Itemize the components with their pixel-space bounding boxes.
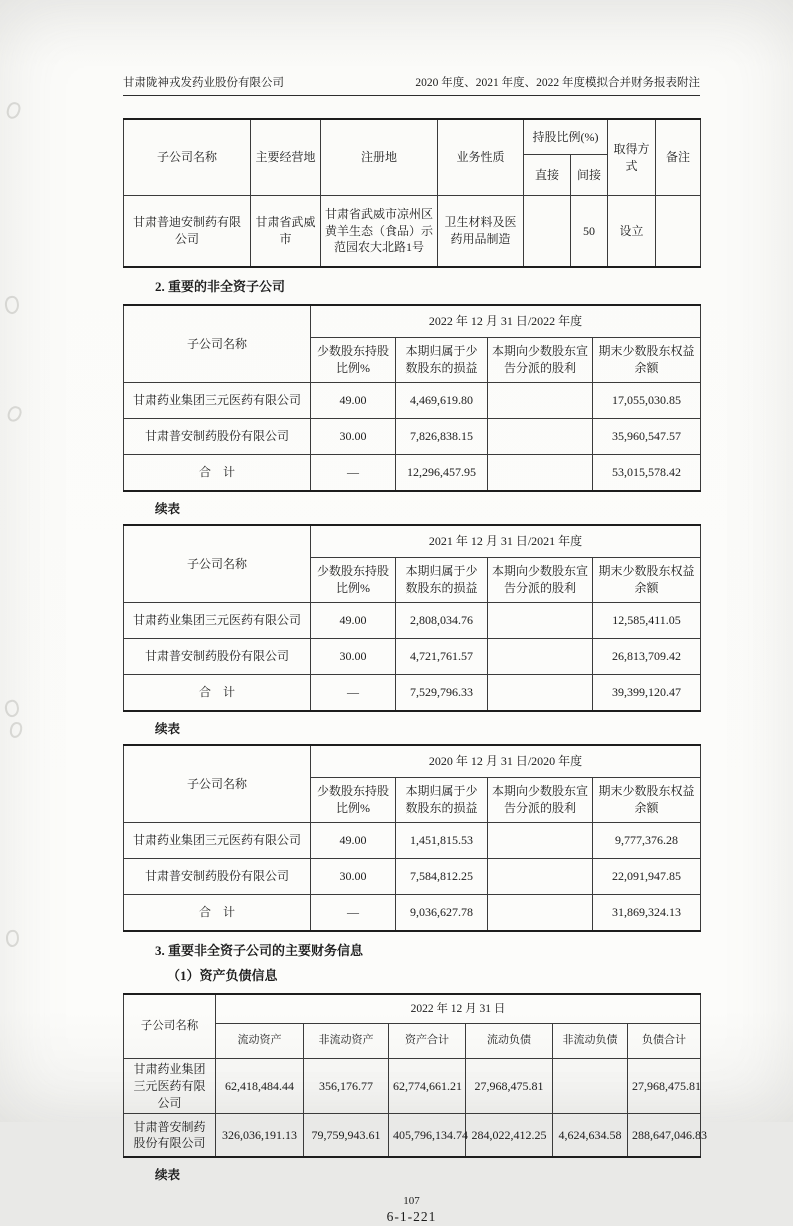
table-total-row: [124, 455, 701, 492]
period-header-cell: 2022 年 12 月 31 日/2022 年度: [311, 305, 701, 338]
page-footer: [123, 1195, 700, 1226]
scan-artifact: [4, 295, 21, 315]
header-cell: 本期向少数股东宣告分派的股利: [488, 338, 593, 383]
header-cell: 间接: [571, 155, 608, 196]
data-cell: 甘肃药业集团三元医药有限公司: [124, 823, 311, 859]
table-header-row: [124, 305, 701, 338]
data-cell: 12,296,457.95: [396, 455, 488, 492]
data-cell: 326,036,191.13: [216, 1114, 304, 1158]
data-cell: 甘肃药业集团三元医药有限公司: [124, 383, 311, 419]
table-header-row: [124, 525, 701, 558]
document-title: 2020 年度、2021 年度、2022 年度模拟合并财务报表附注: [415, 77, 700, 89]
data-cell: 7,584,812.25: [396, 859, 488, 895]
header-cell: 负债合计: [628, 1024, 701, 1059]
continued-label: 续表: [155, 1168, 181, 1183]
data-cell: 49.00: [311, 603, 396, 639]
header-cell: 期末少数股东权益余额: [593, 778, 701, 823]
data-cell: 53,015,578.42: [593, 455, 701, 492]
table-header-row: [124, 119, 701, 155]
data-cell: 4,469,619.80: [396, 383, 488, 419]
minority-table-2020: [123, 744, 701, 932]
data-cell: 4,721,761.57: [396, 639, 488, 675]
data-cell: 合 计: [124, 455, 311, 492]
data-cell: 49.00: [311, 383, 396, 419]
header-cell: 备注: [656, 119, 701, 196]
subsidiary-info-table: [123, 118, 701, 268]
scan-artifact: [9, 721, 23, 739]
data-cell: 79,759,943.61: [304, 1114, 389, 1158]
header-cell: 注册地: [321, 119, 438, 196]
header-cell: 本期归属于少数股东的损益: [396, 338, 488, 383]
table-row: [124, 823, 701, 859]
scan-artifact: [3, 699, 21, 719]
data-cell: 4,624,634.58: [553, 1114, 628, 1158]
data-cell: —: [311, 455, 396, 492]
header-cell: 期末少数股东权益余额: [593, 558, 701, 603]
header-cell: 子公司名称: [124, 745, 311, 823]
data-cell: —: [311, 675, 396, 712]
continued-label: 续表: [155, 502, 181, 516]
data-cell: 31,869,324.13: [593, 895, 701, 932]
section-heading-3: 3. 重要非全资子公司的主要财务信息: [155, 943, 364, 958]
period-header-cell: 2020 年 12 月 31 日/2020 年度: [311, 745, 701, 778]
data-cell: 50: [571, 196, 608, 268]
data-cell: 62,774,661.21: [389, 1059, 466, 1114]
data-cell: 9,777,376.28: [593, 823, 701, 859]
header-cell: 流动负债: [466, 1024, 553, 1059]
data-cell: 284,022,412.25: [466, 1114, 553, 1158]
data-cell: [488, 639, 593, 675]
header-cell: 业务性质: [438, 119, 524, 196]
period-header-cell: 2022 年 12 月 31 日: [216, 994, 701, 1024]
table-row: [124, 419, 701, 455]
scan-artifact: [5, 929, 20, 947]
header-cell: 直接: [524, 155, 571, 196]
data-cell: [488, 419, 593, 455]
data-cell: [488, 823, 593, 859]
table-header-row: [124, 745, 701, 778]
table-row: [124, 603, 701, 639]
data-cell: 12,585,411.05: [593, 603, 701, 639]
data-cell: 30.00: [311, 639, 396, 675]
table-row: [124, 196, 701, 268]
data-cell: 288,647,046.83: [628, 1114, 701, 1158]
header-cell: 非流动负债: [553, 1024, 628, 1059]
header-cell: 子公司名称: [124, 305, 311, 383]
section-heading-3-1: （1）资产负债信息: [167, 968, 278, 983]
data-cell: —: [311, 895, 396, 932]
header-cell: 本期归属于少数股东的损益: [396, 558, 488, 603]
data-cell: 合 计: [124, 675, 311, 712]
data-cell: 62,418,484.44: [216, 1059, 304, 1114]
data-cell: 22,091,947.85: [593, 859, 701, 895]
header-cell: 少数股东持股比例%: [311, 558, 396, 603]
data-cell: 甘肃普安制药股份有限公司: [124, 419, 311, 455]
data-cell: 30.00: [311, 419, 396, 455]
table-total-row: [124, 675, 701, 712]
data-cell: [488, 455, 593, 492]
data-cell: 甘肃普安制药股份有限公司: [124, 639, 311, 675]
table-row: [124, 1059, 701, 1114]
header-cell: 本期向少数股东宣告分派的股利: [488, 778, 593, 823]
data-cell: [656, 196, 701, 268]
header-cell: 少数股东持股比例%: [311, 338, 396, 383]
header-cell: 本期向少数股东宣告分派的股利: [488, 558, 593, 603]
table-row: [124, 383, 701, 419]
header-cell: 非流动资产: [304, 1024, 389, 1059]
data-cell: 27,968,475.81: [466, 1059, 553, 1114]
continued-label: 续表: [155, 722, 181, 736]
data-cell: 甘肃普安制药股份有限公司: [124, 1114, 216, 1158]
data-cell: 30.00: [311, 859, 396, 895]
data-cell: 甘肃药业集团三元医药有限公司: [124, 603, 311, 639]
data-cell: 35,960,547.57: [593, 419, 701, 455]
header-cell: 流动资产: [216, 1024, 304, 1059]
data-cell: [524, 196, 571, 268]
header-cell: 子公司名称: [124, 994, 216, 1059]
table-header-row: [124, 994, 701, 1024]
data-cell: 39,399,120.47: [593, 675, 701, 712]
page-number: 107: [403, 1195, 420, 1208]
data-cell: [488, 603, 593, 639]
header-cell: 本期归属于少数股东的损益: [396, 778, 488, 823]
header-cell: 少数股东持股比例%: [311, 778, 396, 823]
header-cell: 主要经营地: [251, 119, 321, 196]
data-cell: 甘肃省武威市凉州区黄羊生态（食品）示范园农大北路1号: [321, 196, 438, 268]
data-cell: 甘肃药业集团三元医药有限公司: [124, 1059, 216, 1114]
data-cell: 17,055,030.85: [593, 383, 701, 419]
data-cell: 9,036,627.78: [396, 895, 488, 932]
header-cell: 资产合计: [389, 1024, 466, 1059]
data-cell: [553, 1059, 628, 1114]
minority-table-2022: [123, 304, 701, 492]
table-row: [124, 639, 701, 675]
data-cell: 合 计: [124, 895, 311, 932]
header-cell: 子公司名称: [124, 525, 311, 603]
data-cell: 405,796,134.74: [389, 1114, 466, 1158]
table-row: [124, 1114, 701, 1158]
table-total-row: [124, 895, 701, 932]
data-cell: [488, 383, 593, 419]
header-cell: 取得方式: [608, 119, 656, 196]
document-number: 6-1-221: [386, 1209, 437, 1225]
scan-artifact: [5, 101, 22, 121]
company-name: 甘肃陇神戎发药业股份有限公司: [123, 77, 284, 89]
header-cell: 子公司名称: [124, 119, 251, 196]
header-cell: 期末少数股东权益余额: [593, 338, 701, 383]
data-cell: 26,813,709.42: [593, 639, 701, 675]
scan-artifact: [6, 404, 24, 423]
data-cell: 356,176.77: [304, 1059, 389, 1114]
data-cell: 1,451,815.53: [396, 823, 488, 859]
minority-table-2021: [123, 524, 701, 712]
header-cell: 持股比例(%): [524, 119, 608, 155]
data-cell: 甘肃省武威市: [251, 196, 321, 268]
data-cell: [488, 675, 593, 712]
section-heading-2: 2. 重要的非全资子公司: [155, 279, 286, 294]
balance-sheet-table: [123, 993, 707, 1158]
data-cell: 甘肃普迪安制药有限公司: [124, 196, 251, 268]
table-row: [124, 859, 701, 895]
data-cell: [488, 859, 593, 895]
period-header-cell: 2021 年 12 月 31 日/2021 年度: [311, 525, 701, 558]
data-cell: 27,968,475.81: [628, 1059, 701, 1114]
data-cell: 卫生材料及医药用品制造: [438, 196, 524, 268]
data-cell: 49.00: [311, 823, 396, 859]
data-cell: [488, 895, 593, 932]
data-cell: 设立: [608, 196, 656, 268]
data-cell: 2,808,034.76: [396, 603, 488, 639]
data-cell: 甘肃普安制药股份有限公司: [124, 859, 311, 895]
data-cell: 7,826,838.15: [396, 419, 488, 455]
data-cell: 7,529,796.33: [396, 675, 488, 712]
page-header: [123, 74, 700, 96]
